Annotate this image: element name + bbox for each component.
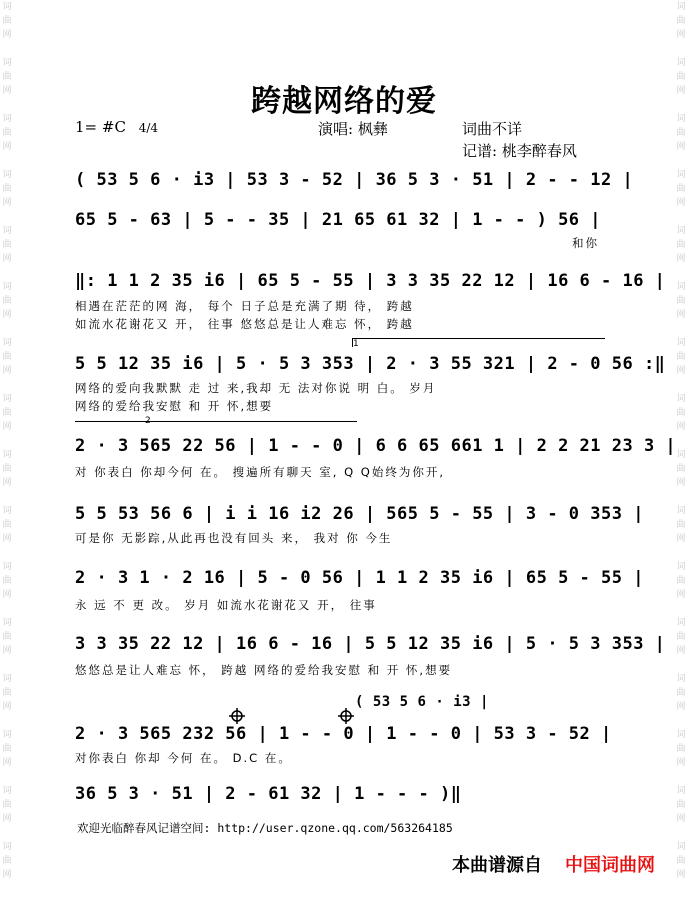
key-signature: 1= #C 4/4 bbox=[75, 118, 159, 136]
coda-icon-2 bbox=[338, 708, 354, 724]
watermark-right: 词 曲 网 词 曲 网 词 曲 网 词 曲 网 词 曲 网 词 曲 网 词 曲 网 词 曲 网 词 曲 网 词 曲 网 词 曲 网 词 曲 网 词 曲 网 词 曲 网 词 曲 网 词 曲 网 bbox=[676, 2, 686, 880]
transcriber-label: 记谱: 桃李醉春风 bbox=[462, 142, 577, 160]
lyrics-line-4b: 网络的爱给我安慰 和 开 怀,想要 bbox=[75, 399, 274, 413]
song-title: 跨越网络的爱 bbox=[251, 84, 437, 119]
source-site-link[interactable]: 中国词曲网 bbox=[565, 855, 655, 876]
lyrics-line-6: 可是你 无影踪,从此再也没有回头 来， 我对 你 今生 bbox=[75, 531, 393, 545]
score-line-9: 2 · 3 565 232 56 | 1 - - 0 | 1 - - 0 | 53 3 - 52 | bbox=[75, 724, 612, 744]
score-line-1: ( 53 5 6 · i3 | 53 3 - 52 | 36 5 3 · 51 | 2 - - 12 | bbox=[75, 170, 634, 190]
singer-label: 演唱: 枫彝 bbox=[318, 120, 388, 138]
volta-1: 1 bbox=[352, 338, 605, 347]
score-line-4: 5 5 12 35 i6 | 5 · 5 3 353 | 2 · 3 55 321 | 2 - 0 56 :‖ bbox=[75, 354, 666, 374]
source-label: 本曲谱源自 bbox=[452, 855, 542, 876]
lyrics-line-8: 悠悠总是让人难忘 怀， 跨越 网络的爱给我安慰 和 开 怀,想要 bbox=[75, 663, 453, 677]
score-line-8: 3 3 35 22 12 | 16 6 - 16 | 5 5 12 35 i6 | 5 · 5 3 353 | bbox=[75, 634, 666, 654]
coda-icon bbox=[229, 708, 245, 724]
lyrics-line-3b: 如流水花谢花又 开， 往事 悠悠总是让人难忘 怀， 跨越 bbox=[75, 317, 414, 331]
lyrics-line-9: 对你表白 你却 今何 在。 D.C 在。 bbox=[75, 751, 292, 765]
lyrics-line-7: 永 远 不 更 改。 岁月 如流水花谢花又 开， 往事 bbox=[75, 598, 377, 612]
coda-intro: ( 53 5 6 · i3 | bbox=[355, 694, 489, 710]
score-line-7: 2 · 3 1 · 2 16 | 5 - 0 56 | 1 1 2 35 i6 | 65 5 - 55 | bbox=[75, 568, 644, 588]
footer-credit: 欢迎光临醉春风记谱空间: http://user.qzone.qq.com/563264185 bbox=[77, 821, 453, 835]
score-line-2: 65 5 - 63 | 5 - - 35 | 21 65 61 32 | 1 - - ) 56 | bbox=[75, 210, 602, 230]
score-line-6: 5 5 53 56 6 | i i 16 i2 26 | 565 5 - 55 | 3 - 0 353 | bbox=[75, 504, 644, 524]
lyricist-label: 词曲不详 bbox=[462, 120, 523, 138]
lyrics-line-3a: 相遇在茫茫的网 海， 每个 日子总是充满了期 待， 跨越 bbox=[75, 299, 414, 313]
lyrics-line-4a: 网络的爱向我默默 走 过 来,我却 无 法对你说 明 白。 岁月 bbox=[75, 381, 437, 395]
volta-2: 2 bbox=[75, 421, 357, 430]
lyrics-line-2: 和你 bbox=[572, 236, 599, 250]
lyrics-line-5: 对 你表白 你却今何 在。 搜遍所有聊天 室, Q Q始终为你开, bbox=[75, 465, 446, 479]
score-line-10: 36 5 3 · 51 | 2 - 61 32 | 1 - - - )‖ bbox=[75, 784, 462, 804]
watermark-left: 词 曲 网 词 曲 网 词 曲 网 词 曲 网 词 曲 网 词 曲 网 词 曲 网 词 曲 网 词 曲 网 词 曲 网 词 曲 网 词 曲 网 词 曲 网 词 曲 网 词 曲 网 词 曲 网 bbox=[2, 2, 12, 880]
score-line-3: ‖: 1 1 2 35 i6 | 65 5 - 55 | 3 3 35 22 12 | 16 6 - 16 | bbox=[75, 271, 666, 291]
score-line-5: 2 · 3 565 22 56 | 1 - - 0 | 6 6 65 661 1 | 2 2 21 23 3 | bbox=[75, 436, 677, 456]
time-signature: 4/4 bbox=[138, 120, 159, 135]
